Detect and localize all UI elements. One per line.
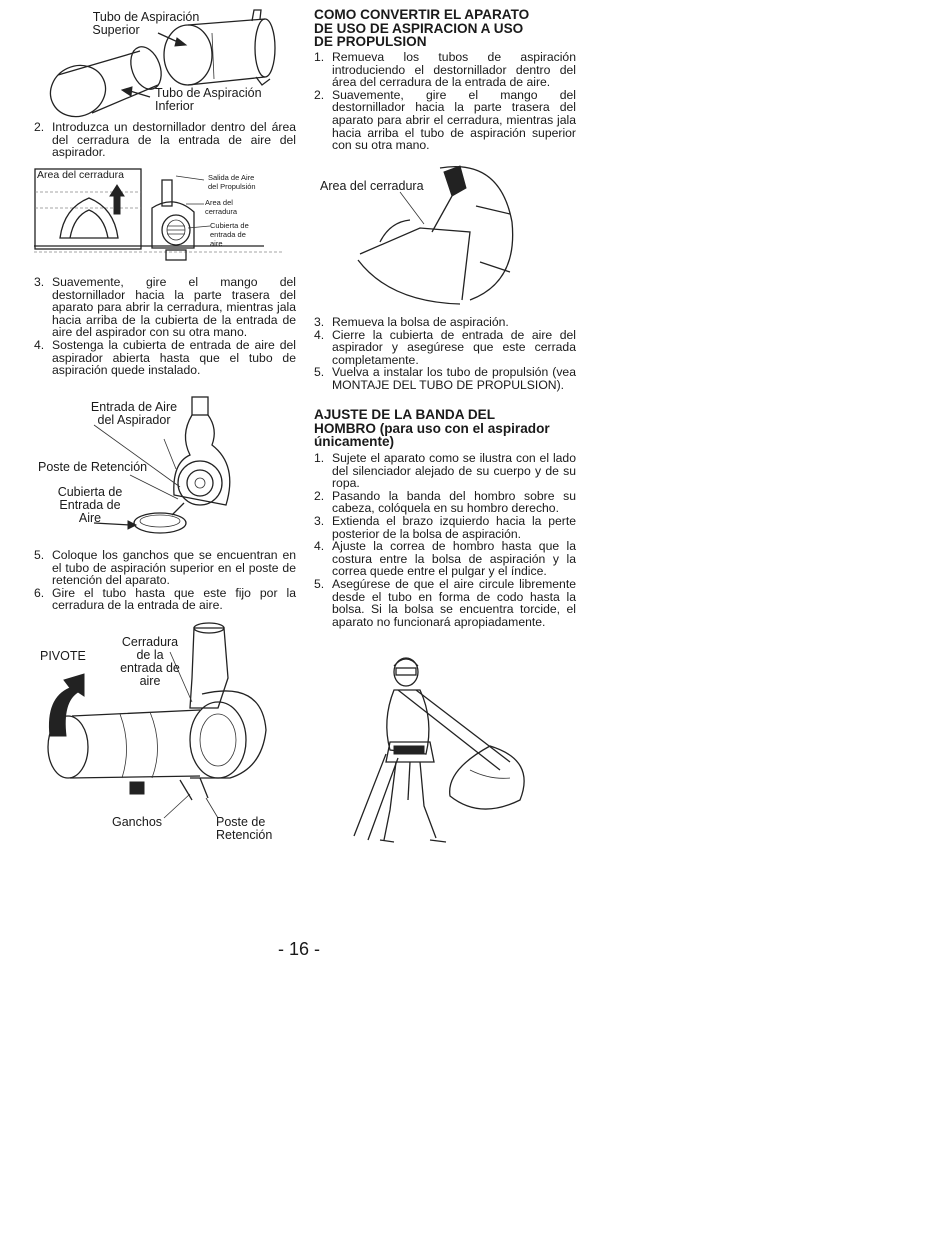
step-number: 4. [34,337,45,352]
step-number: 2. [34,120,45,134]
step-number: 3. [34,275,45,289]
step-text: Pasando la banda del hombro sobre su cabeza, colóquela en su hombro derecho. [332,488,576,516]
label-lock-3: entrada de [120,661,180,675]
heading-strap-line-3: únicamente) [314,434,395,449]
step-number: 5. [314,365,325,380]
step-text: Ajuste la correa de hombro hasta que la costura entre la bolsa de aspiración y la correa quede entre el pulgar y el índice. [332,539,576,579]
lock-caption-5: Cubierta de [210,221,249,230]
steps-5-6 [34,549,296,612]
lock-caption-1: Salida de Aire [208,173,255,182]
heading-convert-line-1: COMO CONVERTIR EL APARATO [314,7,530,22]
heading-convert [314,8,584,49]
lock-caption-2: del Propulsión [208,182,256,191]
label-lock-closeup: Area del cerradura [320,179,424,193]
step-number: 3. [314,315,325,329]
step-text: Vuelva a instalar los tubo de propulsión (vea MONTAJE DEL TUBO DE PROPULSION). [332,365,576,392]
step-number: 2. [314,488,325,503]
heading-strap-line-1: AJUSTE DE LA BANDA DEL [314,407,496,422]
convert-step-1 [314,51,576,89]
step-text: Sostenga la cubierta de entrada de aire del aspirador abierta hasta que el tubo de aspiración quede instalado. [52,337,296,378]
step-6 [34,587,296,612]
step-text: Cierre la cubierta de entrada de aire del aspirador y asegúrese que este cerrada completamente. [332,327,576,367]
page-number: - 16 - [278,939,321,959]
strap-steps [314,452,576,628]
heading-shoulder-strap [314,408,584,449]
label-lock-1: Cerradura [121,635,179,649]
lock-area-box-label: Area del cerradura [37,169,124,181]
step-number: 4. [314,539,325,554]
lock-caption-3: Area del [205,198,233,207]
step-number: 2. [314,87,325,102]
operator-illustration [350,650,540,846]
label-inlet-cover-2: Entrada de [59,498,121,512]
label-lock-4: aire [139,674,161,688]
strap-step-1 [314,452,576,490]
lock-caption-4: cerradura [205,207,238,216]
step-text: Asegúrese de que el aire circule libremente desde el tubo en forma de codo hasta la bolsa. Si la bolsa se encuentra torcide, el aparato no funcionará apropiadamente. [332,576,576,629]
strap-step-4 [314,540,576,578]
convert-steps-3-5 [314,316,576,392]
label-air-inlet-1: Entrada de Aire [90,400,178,414]
convert-steps-1-2 [314,51,576,152]
step-2 [34,121,296,159]
strap-step-3 [314,515,576,540]
step-4 [34,339,296,377]
step-5 [34,549,296,587]
heading-convert-line-3: DE PROPULSION [314,34,427,49]
step-3 [34,276,296,339]
step-number: 4. [314,327,325,342]
step-text: Extienda el brazo izquierdo hacia la perte posterior de la bolsa de aspiración. [332,513,576,541]
step-text: Remueva los tubos de aspiración introduciendo el destornillador dentro del área del cerradura de la entrada de aire. [332,50,576,90]
strap-step-5 [314,578,576,628]
lock-caption-6: entrada de [210,230,246,239]
step-number: 1. [314,50,325,64]
lock-caption-7: aire [210,239,223,248]
convert-step-2 [314,89,576,152]
step-text: Remueva la bolsa de aspiración. [332,315,509,329]
step-text: Introduzca un destornillador dentro del área del cerradura de la entrada de aire del aspirador. [52,120,296,160]
label-upper-tube-1: Tubo de Aspiración [92,10,200,24]
step-text: Coloque los ganchos que se encuentran en el tubo de aspiración superior en el poste de retención del aparato. [52,548,296,588]
label-inlet-cover-1: Cubierta de [57,485,123,499]
step-text: Suavemente, gire el mango del destornillador hacia la parte trasera del aparato para abrir la cerradura, mientras jala hacia arriba de la cubierta de la entrada de aire del aspirador con su otra mano. [52,275,296,340]
strap-step-2 [314,490,576,515]
label-lower-tube-2: Inferior [155,99,194,113]
label-post-1: Poste de [216,815,266,829]
label-pivot: PIVOTE [40,649,86,663]
heading-strap-line-2: HOMBRO (para uso con el aspirador [314,420,550,436]
heading-convert-line-2: DE USO DE ASPIRACION A USO [314,20,524,36]
label-upper-tube-2: Superior [92,23,140,37]
convert-step-5 [314,366,576,391]
step-number: 3. [314,513,325,528]
step-text: Gire el tubo hasta que este fijo por la cerradura de la entrada de aire. [52,585,296,613]
step-number: 1. [314,451,325,465]
step-number: 5. [314,576,325,591]
step-text: Sujete el aparato como se ilustra con el lado del silenciador alejado de su cuerpo y de su ropa. [332,451,576,491]
step-number: 5. [34,548,45,562]
step-text: Suavemente, gire el mango del destornillador hacia la parte trasera del aparato para abrir el cerradura, mientras jala hacia arriba el tubo de aspiración superior con su otra mano. [332,87,576,153]
label-post-2: Retención [216,828,273,842]
label-inlet-cover-3: Aire [78,511,102,525]
label-retention-post: Poste de Retención [38,460,148,474]
convert-step-4 [314,329,576,367]
label-lock-2: de la [136,648,164,662]
step-number: 6. [34,585,45,600]
label-air-inlet-2: del Aspirador [97,413,171,427]
label-hooks: Ganchos [112,815,163,829]
steps-3-4 [34,276,296,377]
label-lower-tube-1: Tubo de Aspiración [155,86,262,100]
